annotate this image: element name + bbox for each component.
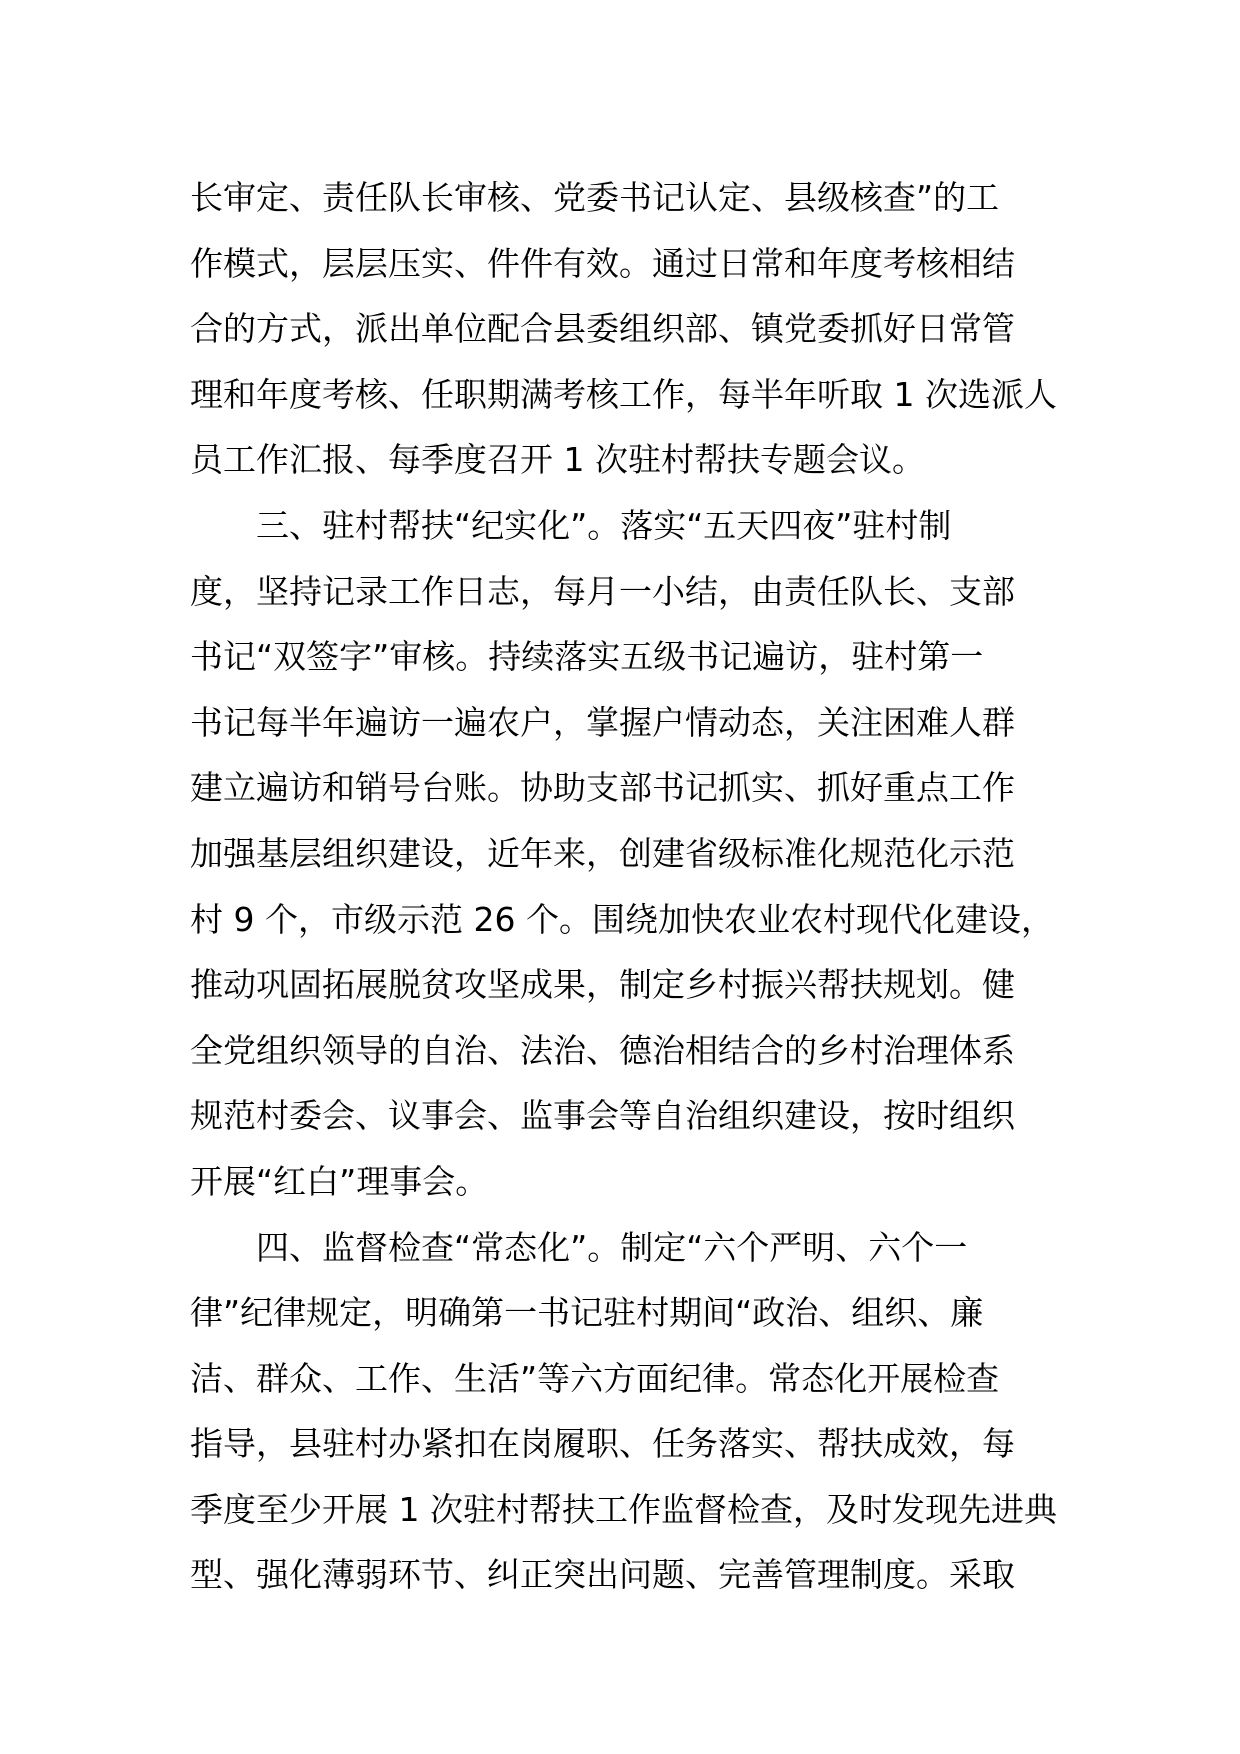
text-line: 长审定、责任队长审核、党委书记认定、县级核查”的工 — [190, 178, 1000, 217]
text-line: 村 9 个，市级示范 26 个。围绕加快农业农村现代化建设， — [190, 899, 1054, 939]
text-line: 规范村委会、议事会、监事会等自治组织建设，按时组织 — [190, 1096, 1015, 1136]
text-line: 洁、群众、工作、生活”等六方面纪律。常态化开展检查 — [190, 1358, 1000, 1398]
body-text — [190, 165, 1060, 1608]
text-line: 合的方式，派出单位配合县委组织部、镇党委抓好日常管 — [190, 309, 1015, 349]
text-line: 全党组织领导的自治、法治、德治相结合的乡村治理体系 — [190, 1030, 1015, 1070]
text-line: 度，坚持记录工作日志，每月一小结，由责任队长、支部 — [190, 571, 1015, 611]
text-line: 建立遍访和销号台账。协助支部书记抓实、抓好重点工作 — [190, 768, 1015, 808]
text-line: 季度至少开展 1 次驻村帮扶工作监督检查，及时发现先进典 — [190, 1489, 1057, 1529]
text-line: 开展“红白”理事会。 — [190, 1161, 489, 1201]
text-line: 书记“双签字”审核。持续落实五级书记遍访，驻村第一 — [190, 637, 984, 677]
text-line: 书记每半年遍访一遍农户，掌握户情动态，关注困难人群 — [190, 702, 1015, 742]
text-line: 加强基层组织建设，近年来，创建省级标准化规范化示范 — [190, 833, 1015, 873]
text-line: 理和年度考核、任职期满考核工作，每半年听取 1 次选派人 — [190, 374, 1057, 414]
section-four-heading-line: 四、监督检查“常态化”。制定“六个严明、六个一 — [256, 1227, 968, 1267]
text-line: 指导，县驻村办紧扣在岗履职、任务落实、帮扶成效，每 — [190, 1424, 1015, 1464]
text-line: 律”纪律规定，明确第一书记驻村期间“政治、组织、廉 — [190, 1293, 984, 1333]
section-three-heading-line: 三、驻村帮扶“纪实化”。落实“五天四夜”驻村制 — [256, 505, 952, 545]
text-line: 作模式，层层压实、件件有效。通过日常和年度考核相结 — [190, 243, 1015, 283]
text-line: 型、强化薄弱环节、纠正突出问题、完善管理制度。采取 — [190, 1555, 1015, 1595]
text-line: 推动巩固拓展脱贫攻坚成果，制定乡村振兴帮扶规划。健 — [190, 965, 1015, 1005]
text-line: 员工作汇报、每季度召开 1 次驻村帮扶专题会议。 — [190, 440, 925, 480]
